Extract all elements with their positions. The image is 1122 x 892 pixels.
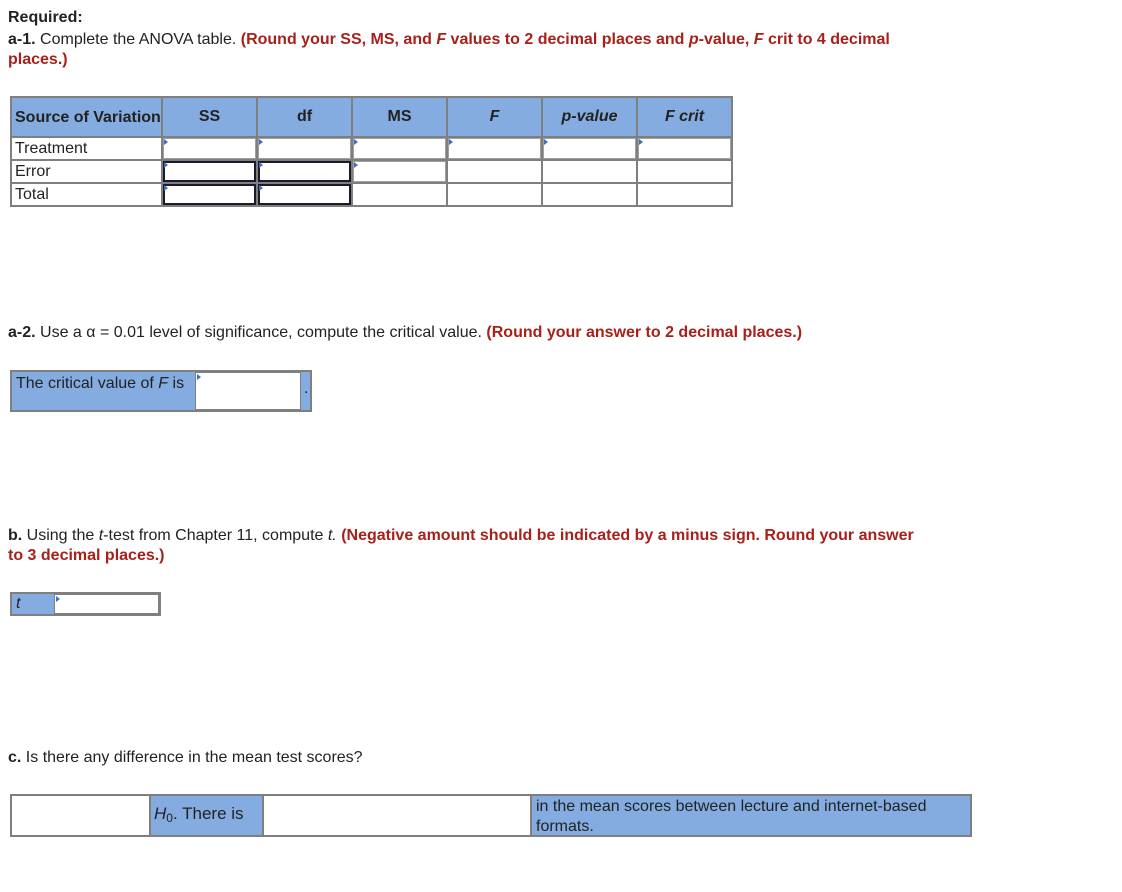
- required-heading: Required:: [8, 9, 83, 26]
- difference-select[interactable]: [262, 796, 532, 835]
- treatment-df-input[interactable]: [257, 137, 352, 160]
- total-df-input[interactable]: [257, 183, 352, 206]
- header-source: Source of Variation: [11, 97, 162, 137]
- conclusion-tail-text: in the mean scores between lecture and internet-based formats.: [536, 798, 927, 835]
- total-ss-input[interactable]: [162, 183, 257, 206]
- error-f-cell: [447, 160, 542, 183]
- header-f-crit: F crit: [637, 97, 732, 137]
- table-row: [11, 137, 732, 160]
- treatment-f-input[interactable]: [447, 137, 542, 160]
- header-p-value: p-value: [542, 97, 637, 137]
- total-f-crit-cell: [637, 183, 732, 206]
- error-f-crit-cell: [637, 160, 732, 183]
- table-row: [11, 183, 732, 206]
- t-value-label: t: [16, 595, 21, 612]
- header-ss: SS: [162, 97, 257, 137]
- anova-table: [10, 96, 733, 207]
- error-ss-input[interactable]: [162, 160, 257, 183]
- question-a1: [8, 30, 908, 70]
- question-c: [8, 748, 908, 768]
- anova-header-row: [11, 97, 732, 137]
- question-a1-instruction: (Round your SS, MS, and F values to 2 decimal places and p-value, F crit to 4 decimal places.): [8, 31, 890, 68]
- error-p-value-cell: [542, 160, 637, 183]
- critical-value-suffix: .: [304, 380, 309, 397]
- treatment-p-value-input[interactable]: [542, 137, 637, 160]
- t-value-row: [10, 592, 161, 616]
- question-a1-label: a-1.: [8, 31, 36, 48]
- question-a2: [8, 323, 1008, 343]
- row-label-total: Total: [11, 183, 162, 206]
- treatment-ss-input[interactable]: [162, 137, 257, 160]
- decision-select[interactable]: [12, 796, 151, 835]
- row-label-error: Error: [11, 160, 162, 183]
- header-f: F: [447, 97, 542, 137]
- question-a2-text: Use a α = 0.01 level of significance, compute the critical value.: [40, 324, 482, 341]
- critical-value-label: The critical value of F is: [16, 375, 185, 392]
- h0-statement: $H_0$. There is: [154, 804, 244, 825]
- question-b-text: Using the t-test from Chapter 11, compute t.: [26, 527, 337, 544]
- header-df: df: [257, 97, 352, 137]
- total-p-value-cell: [542, 183, 637, 206]
- treatment-ms-input[interactable]: [352, 137, 447, 160]
- header-ms: MS: [352, 97, 447, 137]
- critical-value-row: [10, 370, 312, 412]
- t-value-input[interactable]: [54, 594, 159, 614]
- conclusion-row: [10, 794, 972, 837]
- question-a1-text: Complete the ANOVA table.: [40, 31, 237, 48]
- total-f-cell: [447, 183, 542, 206]
- treatment-f-crit-input[interactable]: [637, 137, 732, 160]
- question-a2-label: a-2.: [8, 324, 36, 341]
- question-b-label: b.: [8, 527, 23, 544]
- row-label-treatment: Treatment: [11, 137, 162, 160]
- question-c-label: c.: [8, 749, 22, 766]
- question-b-instruction: (Negative amount should be indicated by a minus sign. Round your answer to 3 decimal places.): [8, 527, 914, 564]
- total-ms-cell: [352, 183, 447, 206]
- question-a2-instruction: (Round your answer to 2 decimal places.): [486, 324, 803, 341]
- error-ms-input[interactable]: [352, 160, 447, 183]
- critical-value-input[interactable]: [195, 372, 301, 410]
- question-c-text: Is there any difference in the mean test scores?: [25, 749, 363, 766]
- question-b: [8, 526, 928, 566]
- error-df-input[interactable]: [257, 160, 352, 183]
- table-row: [11, 160, 732, 183]
